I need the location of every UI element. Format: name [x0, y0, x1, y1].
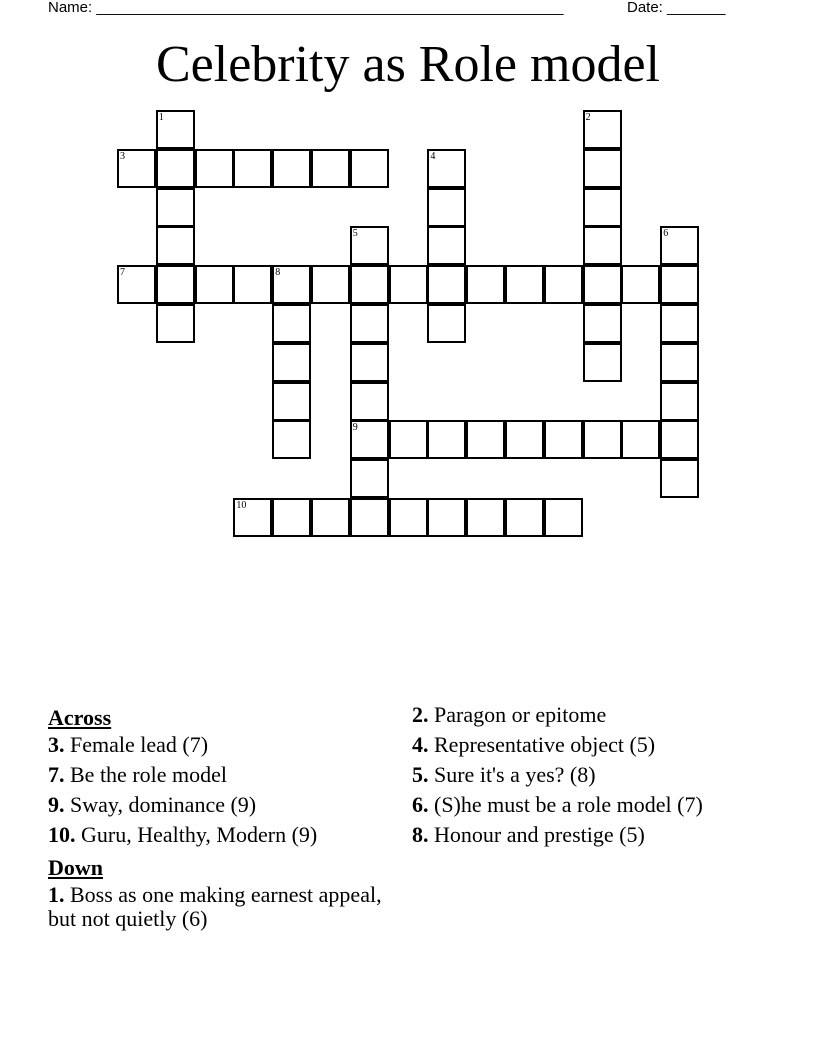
- crossword-cell[interactable]: [505, 498, 544, 537]
- crossword-cell[interactable]: [583, 110, 622, 149]
- crossword-cell[interactable]: [583, 188, 622, 227]
- clue-text: Sure it's a yes? (8): [434, 762, 596, 787]
- across-clue: [48, 763, 388, 787]
- crossword-cell[interactable]: [272, 149, 311, 188]
- clue-number: 10.: [48, 822, 76, 847]
- crossword-cell[interactable]: [117, 265, 156, 304]
- crossword-cell[interactable]: [583, 265, 622, 304]
- clue-text: Female lead (7): [70, 732, 209, 757]
- down-clue: [412, 703, 752, 727]
- cell-number: 9: [352, 422, 358, 434]
- clue-number: 5.: [412, 762, 429, 787]
- crossword-cell[interactable]: [117, 149, 156, 188]
- crossword-cell[interactable]: [233, 498, 272, 537]
- crossword-cell[interactable]: [660, 226, 699, 265]
- crossword-cell[interactable]: [272, 420, 311, 459]
- crossword-cell[interactable]: [156, 304, 195, 343]
- crossword-cell[interactable]: [660, 459, 699, 498]
- crossword-cell[interactable]: [350, 226, 389, 265]
- crossword-cell[interactable]: [660, 382, 699, 421]
- down-clue: [412, 733, 752, 757]
- crossword-cell[interactable]: [389, 420, 428, 459]
- cell-number: 2: [585, 112, 591, 123]
- cell-number: 10: [236, 500, 247, 511]
- crossword-cell[interactable]: [466, 498, 505, 537]
- crossword-cell[interactable]: [350, 149, 389, 188]
- down-clue: [412, 793, 752, 817]
- crossword-cell[interactable]: [156, 110, 195, 149]
- crossword-cell[interactable]: [311, 498, 350, 537]
- crossword-cell[interactable]: [389, 498, 428, 537]
- name-field-label: Name: ________________________________________________________: [48, 0, 564, 16]
- crossword-cell[interactable]: [350, 304, 389, 343]
- clue-text: (S)he must be a role model (7): [434, 792, 703, 817]
- crossword-cell[interactable]: [466, 265, 505, 304]
- crossword-cell[interactable]: [427, 304, 466, 343]
- clue-text: Paragon or epitome: [434, 702, 607, 727]
- clue-number: 1.: [48, 882, 65, 907]
- crossword-cell[interactable]: [427, 226, 466, 265]
- down-clue: [412, 823, 752, 847]
- crossword-cell[interactable]: [350, 382, 389, 421]
- clue-number: 7.: [48, 762, 65, 787]
- crossword-cell[interactable]: [621, 265, 660, 304]
- crossword-cell[interactable]: [272, 343, 311, 382]
- crossword-cell[interactable]: [427, 265, 466, 304]
- crossword-cell[interactable]: [156, 265, 195, 304]
- cell-number: 8: [275, 267, 281, 279]
- crossword-cell[interactable]: [660, 265, 699, 304]
- crossword-cell[interactable]: [156, 226, 195, 265]
- clue-text: Sway, dominance (9): [70, 792, 257, 817]
- crossword-cell[interactable]: [621, 420, 660, 459]
- crossword-cell[interactable]: [195, 149, 234, 188]
- crossword-cell[interactable]: [583, 343, 622, 382]
- date-field-label: Date: _______: [627, 0, 726, 16]
- crossword-cell[interactable]: [505, 420, 544, 459]
- down-clue: [412, 763, 752, 787]
- crossword-cell[interactable]: [350, 343, 389, 382]
- crossword-cell[interactable]: [272, 265, 311, 304]
- crossword-cell[interactable]: [544, 265, 583, 304]
- down-clue: [48, 883, 388, 931]
- crossword-cell[interactable]: [156, 188, 195, 227]
- clues-right-column: [412, 703, 752, 853]
- across-clue-list: [48, 733, 388, 847]
- clue-number: 6.: [412, 792, 429, 817]
- clue-number: 4.: [412, 732, 429, 757]
- crossword-cell[interactable]: [350, 498, 389, 537]
- clue-number: 8.: [412, 822, 429, 847]
- crossword-cell[interactable]: [233, 265, 272, 304]
- cell-number: 7: [120, 267, 125, 279]
- crossword-cell[interactable]: [156, 149, 195, 188]
- crossword-cell[interactable]: [544, 498, 583, 537]
- crossword-cell[interactable]: [272, 498, 311, 537]
- clue-text: Boss as one making earnest appeal, but not quietly (6): [48, 882, 382, 931]
- crossword-cell[interactable]: [427, 188, 466, 227]
- clue-text: Honour and prestige (5): [434, 822, 645, 847]
- clues-left-column: [48, 703, 388, 937]
- crossword-cell[interactable]: [466, 420, 505, 459]
- crossword-cell[interactable]: [544, 420, 583, 459]
- crossword-cell[interactable]: [660, 304, 699, 343]
- crossword-cell[interactable]: [389, 265, 428, 304]
- crossword-cell[interactable]: [311, 265, 350, 304]
- crossword-cell[interactable]: [350, 265, 389, 304]
- crossword-cell[interactable]: [195, 265, 234, 304]
- clue-text: Guru, Healthy, Modern (9): [81, 822, 318, 847]
- cell-number: 3: [120, 150, 125, 162]
- clue-text: Be the role model: [70, 762, 228, 787]
- crossword-cell[interactable]: [427, 149, 466, 188]
- crossword-cell[interactable]: [350, 459, 389, 498]
- crossword-cell[interactable]: [583, 420, 622, 459]
- crossword-cell[interactable]: [233, 149, 272, 188]
- cell-number: 5: [352, 228, 358, 240]
- clue-number: 9.: [48, 792, 65, 817]
- crossword-cell[interactable]: [272, 304, 311, 343]
- cell-number: 1: [158, 112, 164, 123]
- across-clue: [48, 793, 388, 817]
- crossword-cell[interactable]: [311, 149, 350, 188]
- cell-number: 6: [663, 228, 669, 240]
- clue-number: 2.: [412, 702, 429, 727]
- crossword-cell[interactable]: [427, 498, 466, 537]
- crossword-cell[interactable]: [583, 304, 622, 343]
- crossword-cell[interactable]: [505, 265, 544, 304]
- crossword-cell[interactable]: [350, 420, 389, 459]
- crossword-cell[interactable]: [427, 420, 466, 459]
- cell-number: 4: [430, 150, 436, 162]
- clue-text: Representative object (5): [434, 732, 656, 757]
- crossword-cell[interactable]: [272, 382, 311, 421]
- down-heading: Down: [48, 855, 104, 880]
- across-clue: [48, 733, 388, 757]
- across-heading: Across: [48, 705, 112, 730]
- page-title: Celebrity as Role model: [155, 36, 660, 93]
- crossword-cell[interactable]: [583, 226, 622, 265]
- crossword-cell[interactable]: [583, 149, 622, 188]
- crossword-cell[interactable]: [660, 343, 699, 382]
- clue-number: 3.: [48, 732, 65, 757]
- crossword-cell[interactable]: [660, 420, 699, 459]
- across-clue: [48, 823, 388, 847]
